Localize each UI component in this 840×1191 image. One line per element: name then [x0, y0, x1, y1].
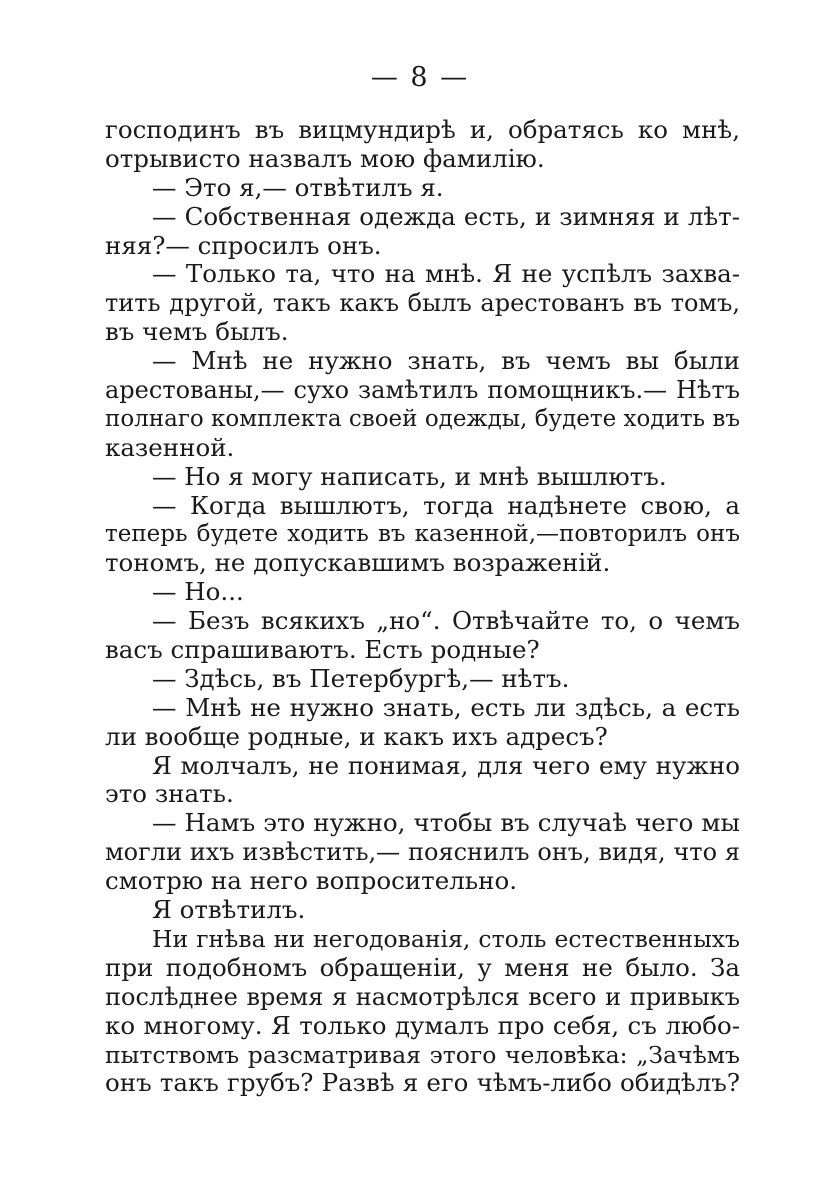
text-line: — Мнѣ не нужно знать, есть ли здѣсь, а есть [152, 692, 740, 722]
text-line: — Мнѣ не нужно знать, въ чемъ вы были [152, 346, 740, 376]
text-line: это знать. [105, 779, 234, 809]
text-line: пытствомъ разсматривая этого человѣка: „Зачѣмъ [105, 1040, 740, 1069]
text-line: — Но... [152, 577, 244, 607]
text-line: полнаго комплекта своей одежды, будете ходить въ [105, 405, 740, 432]
text-line: въ чемъ былъ. [105, 317, 289, 347]
text-line: теперь будете ходить въ казенной,—повторилъ онъ [105, 521, 740, 548]
text-line: няя?— спросилъ онъ. [105, 230, 382, 260]
text-line: — Безъ всякихъ „но“. Отвѣчайте то, о чемъ [152, 606, 740, 636]
text-line: тономъ, не допускавшимъ возраженій. [105, 548, 611, 578]
text-line: казенной. [105, 432, 235, 462]
text-line: тить другой, такъ какъ былъ арестованъ въ томъ, [105, 289, 740, 318]
text-line: отрывисто назвалъ мою фамилію. [105, 143, 545, 173]
text-line: Я молчалъ, не понимая, для чего ему нужно [152, 750, 740, 780]
text-line: — Но я могу написать, и мнѣ вышлютъ. [152, 461, 667, 491]
text-line: — Когда вышлютъ, тогда надѣнете свою, а [152, 490, 740, 520]
text-line: ли вообще родные, и какъ ихъ адресъ? [105, 721, 608, 751]
text-line: васъ спрашиваютъ. Есть родные? [105, 635, 540, 665]
text-line: — Собственная одежда есть, и зимняя и лѣт- [152, 201, 740, 231]
text-line: послѣднее время я насмотрѣлся всего и привыкъ [105, 982, 740, 1011]
text-line: при подобномъ обращеніи, у меня не было. За [105, 952, 740, 982]
text-line: смотрю на него вопросительно. [105, 866, 517, 896]
text-line: — Намъ это нужно, чтобы въ случаѣ чего мы [152, 808, 740, 838]
body-text [105, 116, 740, 1098]
text-line: — Здѣсь, въ Петербургѣ,— нѣтъ. [152, 663, 570, 693]
page-number: — 8 — [370, 62, 470, 93]
text-line: Ни гнѣва ни негодованія, столь естественныхъ [152, 924, 740, 953]
text-line: господинъ въ вицмундирѣ и, обратясь ко мнѣ, [105, 115, 740, 144]
text-line: онъ такъ грубъ? Развѣ я его чѣмъ-либо обидѣлъ? [105, 1068, 740, 1098]
text-line: арестованы,— сухо замѣтилъ помощникъ.— Нѣтъ [105, 376, 740, 405]
text-line: Я отвѣтилъ. [152, 895, 306, 925]
text-line: ко многому. Я только думалъ про себя, съ любо- [105, 1010, 740, 1040]
text-line: могли ихъ извѣстить,— пояснилъ онъ, видя, что я [105, 838, 740, 867]
text-line: — Это я,— отвѣтилъ я. [152, 172, 444, 202]
text-line: — Только та, что на мнѣ. Я не успѣлъ захва- [152, 259, 740, 289]
